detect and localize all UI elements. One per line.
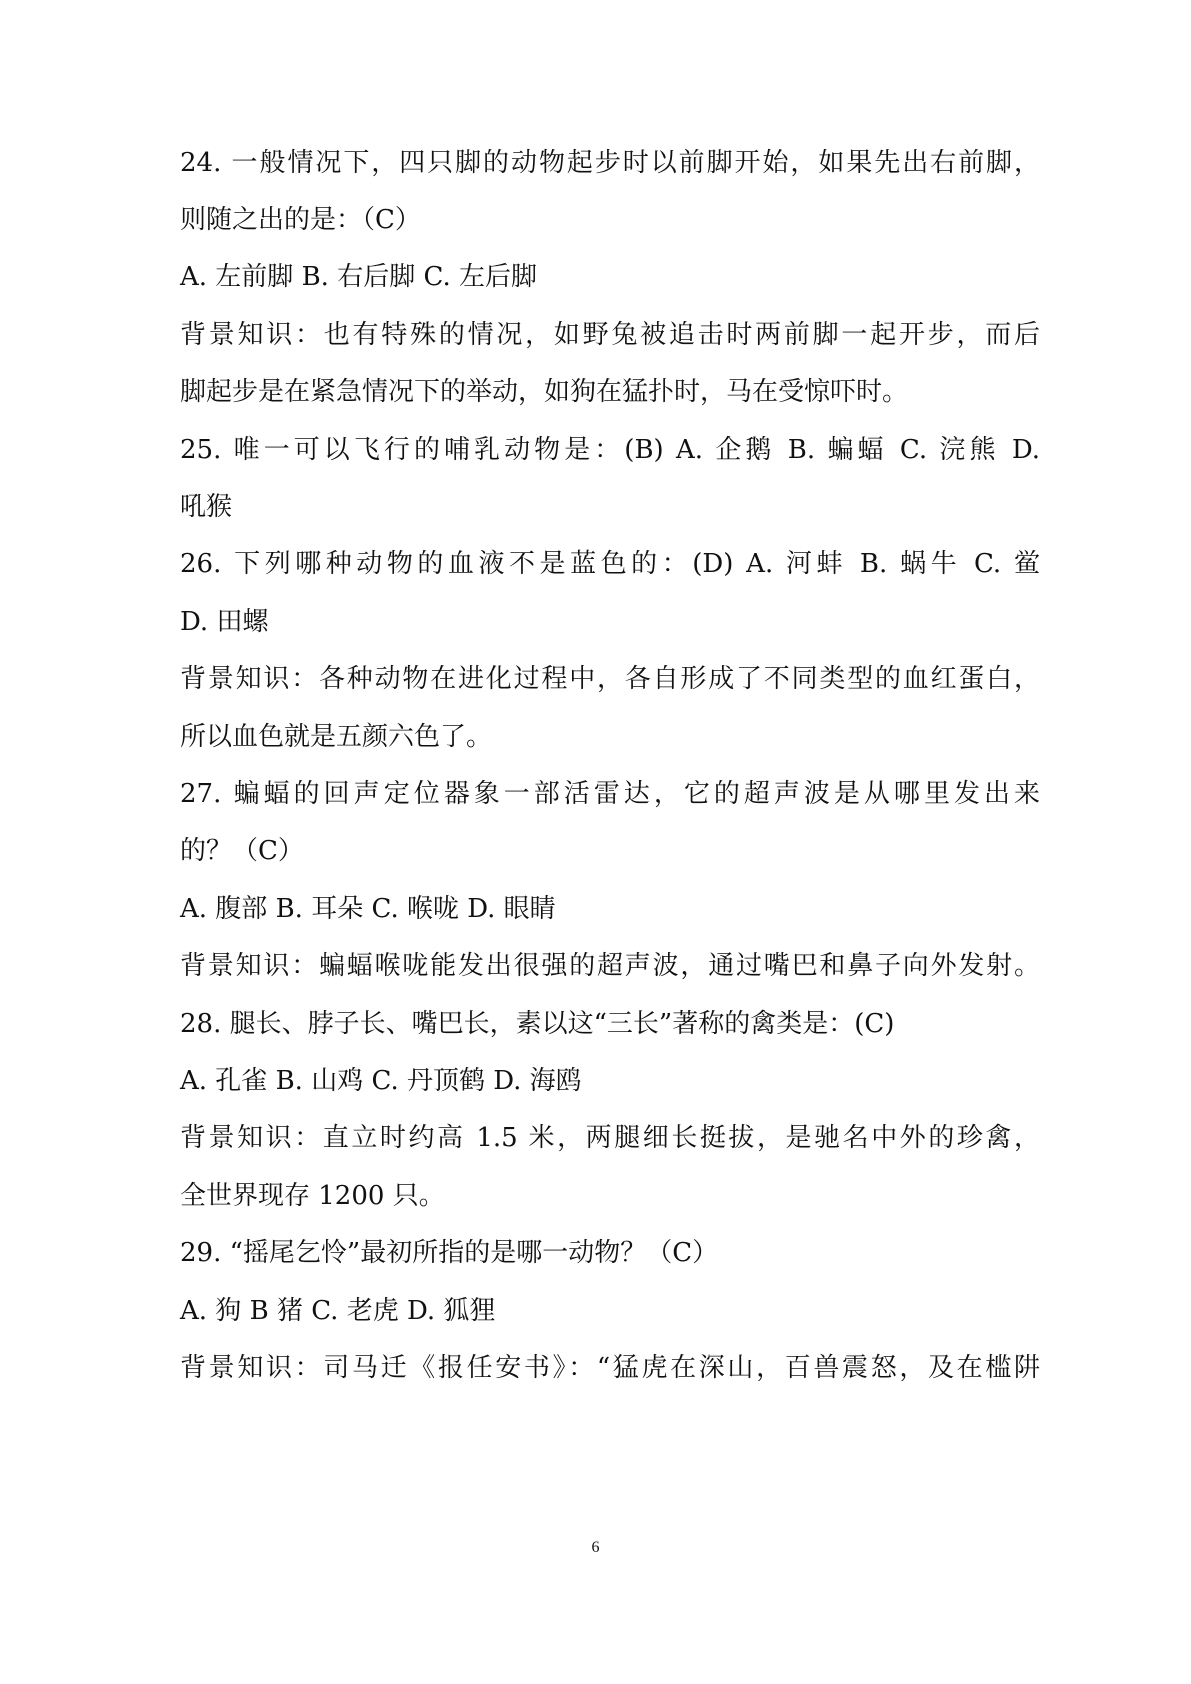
text-line: A. 左前脚 B. 右后脚 C. 左后脚: [180, 262, 537, 292]
text-line: D. 田螺: [180, 607, 269, 637]
text-line: A. 狗 B 猪 C. 老虎 D. 狐狸: [180, 1296, 496, 1326]
text-line: 背景知识：蝙蝠喉咙能发出很强的超声波，通过嘴巴和鼻子向外发射。: [180, 951, 1040, 981]
text-line: 的？（C）: [180, 836, 304, 866]
text-line: 背景知识：司马迁《报任安书》：“猛虎在深山，百兽震怒，及在槛阱: [180, 1353, 1040, 1383]
text-line: A. 孔雀 B. 山鸡 C. 丹顶鹤 D. 海鸥: [180, 1066, 582, 1096]
text-line: 所以血色就是五颜六色了。: [180, 722, 493, 752]
text-line: 背景知识：直立时约高 1.5 米，两腿细长挺拔，是驰名中外的珍禽，: [180, 1123, 1040, 1153]
text-line: 背景知识：各种动物在进化过程中，各自形成了不同类型的血红蛋白，: [180, 664, 1040, 694]
text-line: 背景知识：也有特殊的情况，如野兔被追击时两前脚一起开步，而后: [180, 320, 1040, 350]
text-line: 27. 蝙蝠的回声定位器象一部活雷达，它的超声波是从哪里发出来: [180, 779, 1040, 809]
text-line: 25. 唯一可以飞行的哺乳动物是：(B) A. 企鹅 B. 蝙蝠 C. 浣熊 D.: [180, 435, 1040, 465]
text-line: 全世界现存 1200 只。: [180, 1181, 445, 1211]
text-line: 26. 下列哪种动物的血液不是蓝色的：(D) A. 河蚌 B. 蜗牛 C. 鲎: [180, 549, 1040, 579]
text-line: 吼猴: [180, 492, 233, 522]
text-line: 则随之出的是：（C）: [180, 205, 421, 235]
text-line: A. 腹部 B. 耳朵 C. 喉咙 D. 眼睛: [180, 894, 556, 924]
text-line: 24. 一般情况下，四只脚的动物起步时以前脚开始，如果先出右前脚，: [180, 148, 1040, 178]
text-line: 28. 腿长、脖子长、嘴巴长，素以这“三长”著称的禽类是：(C): [180, 1009, 895, 1039]
page-number: 6: [591, 1539, 600, 1556]
text-line: 脚起步是在紧急情况下的举动，如狗在猛扑时，马在受惊吓时。: [180, 377, 909, 407]
text-line: 29. “摇尾乞怜”最初所指的是哪一动物？（C）: [180, 1238, 719, 1268]
